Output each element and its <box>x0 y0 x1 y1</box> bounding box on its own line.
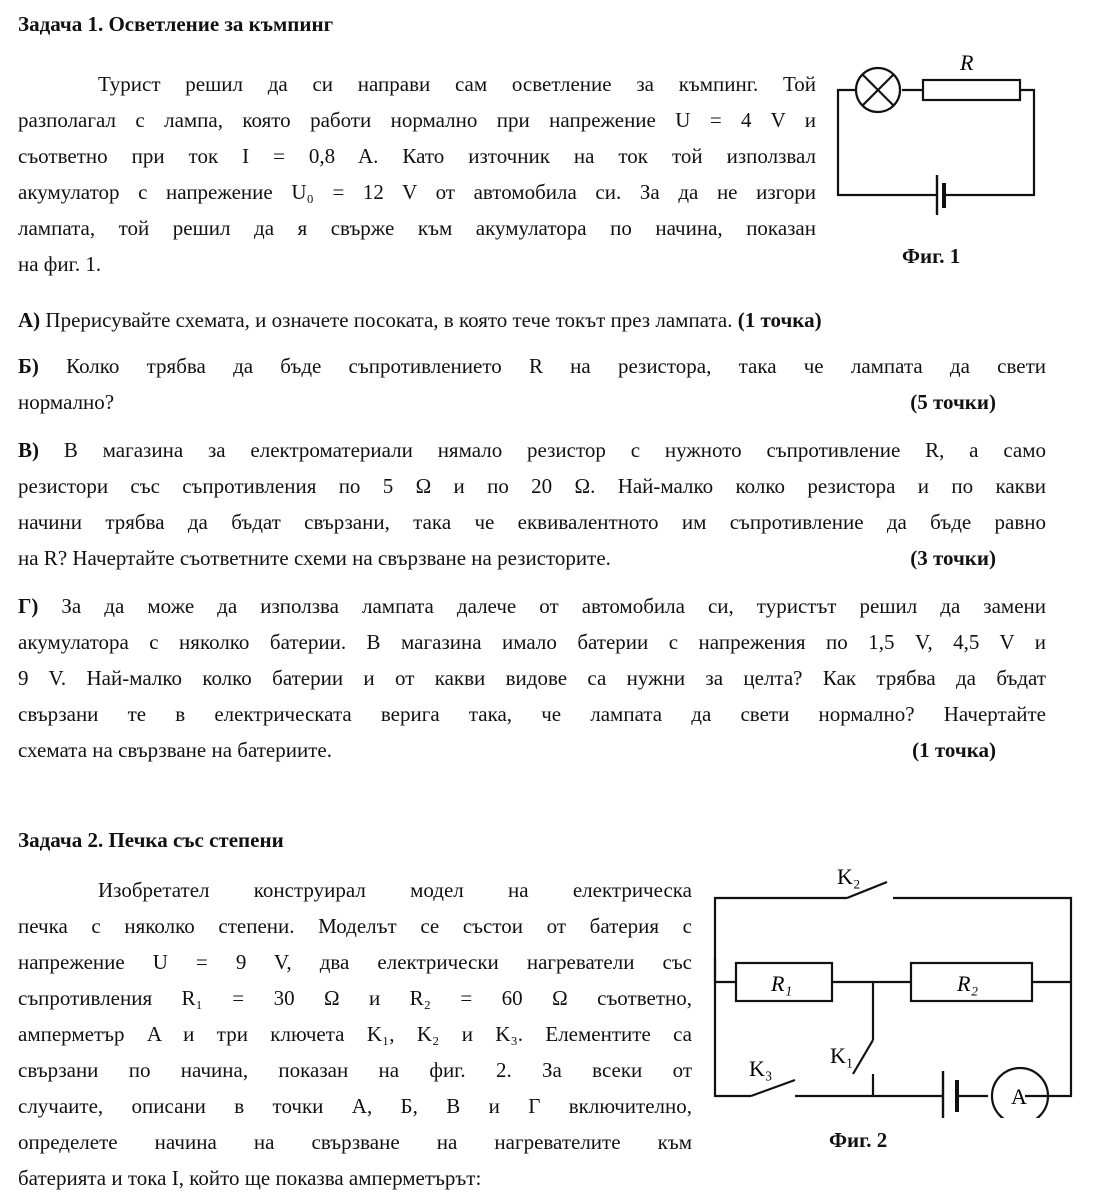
figure-1-caption: Фиг. 1 <box>902 244 961 268</box>
figure-2-circuit <box>705 858 1085 1118</box>
intro-line: печка с няколко степени. Моделът се състои от батерия с <box>18 914 692 938</box>
question-g <box>18 588 1046 768</box>
resistor-label: R <box>960 50 974 75</box>
problem1-title: Задача 1. Осветление за къмпинг <box>18 12 334 36</box>
intro-line: определете начина на свързване на нагревателите към <box>18 1130 692 1154</box>
question-g-text: акумулатора с няколко батерии. В магазина имало батерии с напрежения по 1,5 V, 4,5 V и <box>18 630 1046 654</box>
question-a-points: (1 точка) <box>737 308 822 332</box>
resistor-r <box>923 80 1020 100</box>
question-g-points: (1 точка) <box>912 738 996 762</box>
question-b-points: (5 точки) <box>910 390 996 414</box>
intro-line: свързани по начина, показан на фиг. 2. За всеки от <box>18 1058 692 1082</box>
r2-label: R₂ <box>957 971 979 996</box>
intro-line: разполагал с лампа, която работи нормално при напрежение U = 4 V и <box>18 108 816 132</box>
intro-line: Турист решил да си направи сам осветление за къмпинг. Той <box>98 72 816 96</box>
question-v-text-end: на R? Начертайте съответните схеми на свързване на резисторите. <box>18 546 611 570</box>
question-v-label: В) <box>18 438 39 462</box>
k2-label: K₂ <box>837 864 861 889</box>
intro-line: на фиг. 1. <box>18 252 102 276</box>
problem1-intro <box>18 66 816 282</box>
question-b <box>18 348 1046 420</box>
question-a <box>18 302 1046 338</box>
problem2-title: Задача 2. Печка със степени <box>18 828 284 852</box>
problem2-intro <box>18 872 692 1196</box>
intro-line: батерията и тока I, който ще показва амперметърът: <box>18 1166 482 1190</box>
figure-1-circuit <box>830 48 1050 228</box>
question-b-text: Колко трябва да бъде съпротивлението R на резистора, така че лампата да свети <box>66 354 1046 378</box>
intro-line: случаите, описани в точки А, Б, В и Г включително, <box>18 1094 692 1118</box>
question-g-text-end: схемата на свързване на батериите. <box>18 738 332 762</box>
question-a-label: А) <box>18 308 41 332</box>
switch-k3 <box>751 1080 795 1096</box>
intro-line: акумулатор с напрежение U₀ = 12 V от автомобила си. За да не изгори <box>18 180 816 204</box>
question-b-label: Б) <box>18 354 39 378</box>
figure-2-caption: Фиг. 2 <box>829 1128 888 1152</box>
intro-line: съответно при ток I = 0,8 A. Като източник на ток той използвал <box>18 144 816 168</box>
question-b-text-end: нормално? <box>18 390 115 414</box>
question-g-text: свързани те в електрическата верига така, че лампата да свети нормално? Начертайте <box>18 702 1046 726</box>
intro-line: Изобретател конструирал модел на електрическа <box>98 878 692 902</box>
question-a-text: Прерисувайте схемата, и означете посоката, в която тече токът през лампата. <box>45 308 733 332</box>
switch-k1 <box>853 1040 873 1074</box>
r1-label: R₁ <box>771 971 793 996</box>
k3-label: K₃ <box>749 1056 773 1081</box>
ammeter-label: A <box>1011 1084 1027 1109</box>
question-v-points: (3 точки) <box>910 546 996 570</box>
intro-line: амперметър A и три ключета K₁, K₂ и K₃. Елементите са <box>18 1022 692 1046</box>
question-v-text: резистори със съпротивления по 5 Ω и по 20 Ω. Най-малко колко резистора и по какви <box>18 474 1046 498</box>
k1-label: K₁ <box>830 1043 854 1068</box>
question-g-text: За да може да използва лампата далече от автомобила си, туристът решил да замени <box>61 594 1047 618</box>
intro-line: напрежение U = 9 V, два електрически нагреватели със <box>18 950 692 974</box>
question-v-text: начини трябва да бъдат свързани, така че еквивалентното им съпротивление да бъде равно <box>18 510 1046 534</box>
question-g-label: Г) <box>18 594 39 618</box>
question-g-text: 9 V. Най-малко колко батерии и от какви видове са нужни за целта? Как трябва да бъдат <box>18 666 1046 690</box>
intro-line: лампата, той решил да я свърже към акумулатора по начина, показан <box>18 216 816 240</box>
question-v-text: В магазина за електроматериали нямало резистор с нужното съпротивление R, а само <box>63 438 1047 462</box>
intro-line: съпротивления R₁ = 30 Ω и R₂ = 60 Ω съответно, <box>18 986 692 1010</box>
question-v <box>18 432 1046 576</box>
